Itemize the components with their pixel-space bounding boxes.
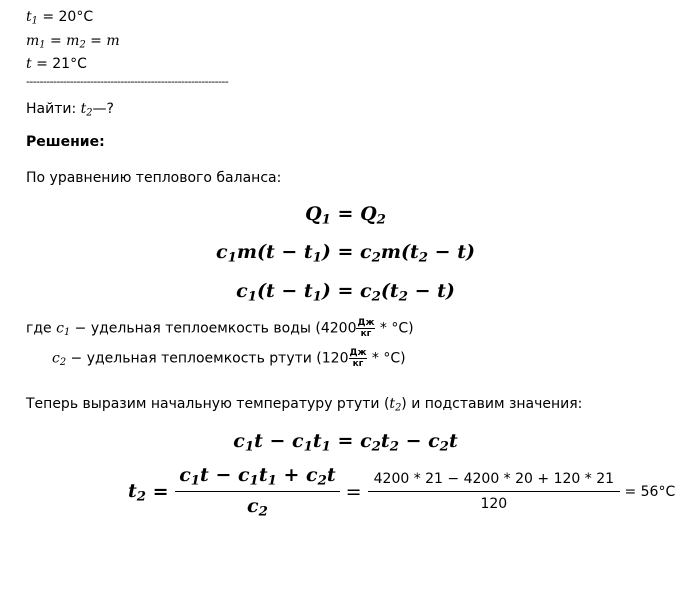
equation-simplified: $c_1(t - t_1) = c_2(t_2 - t)$ — [236, 280, 455, 305]
equation-expanded: $c_1m(t - t_1) = c_2m(t_2 - t)$ — [216, 241, 475, 266]
fraction-symbolic: $\frac{c_1t - c_1t_1 + c_2t}{c_2}$ — [175, 464, 339, 520]
separator-line: ------------------------------------------------------------ — [26, 75, 229, 88]
where-c2: $c_2$ − удельная теплоемкость ртути (120 Дж кг * °C) — [52, 348, 406, 369]
equation-final: $t_2$ = $\frac{c_1t - c_1t_1 + c_2t}{c_2}$ = $\frac{4200 * 21 - 4200 * 20 + 120 * 21}{120}$ = 56°C — [128, 464, 676, 520]
fraction-numeric: $\frac{4200 * 21 - 4200 * 20 + 120 * 21}{120}$ — [368, 471, 620, 512]
given-masses: $m_1 = m_2 = m$ — [26, 33, 120, 51]
given-t1: $t_1 = 20^\circ C$ — [26, 9, 94, 27]
equation-heat-balance: $Q_1 = Q_2$ — [305, 203, 386, 228]
express-text: Теперь выразим начальную температуру ртути $(t_2)$ и подставим значения: — [26, 396, 583, 414]
solution-heading: Решение: — [26, 134, 105, 150]
unit-fraction: Дж кг — [349, 348, 367, 369]
given-t: t = 21°C — [26, 56, 87, 72]
equation-expanded-2: $c_1t - c_1t_1 = c_2t_2 - c_2t$ — [233, 430, 458, 455]
where-c1: где $c_1$ − удельная теплоемкость воды (4200 Дж кг * °C) — [26, 318, 414, 339]
unit-fraction: Дж кг — [357, 318, 375, 339]
intro-text: По уравнению теплового баланса: — [26, 170, 282, 186]
find-line: Найти: $t_2—$? — [26, 101, 114, 119]
